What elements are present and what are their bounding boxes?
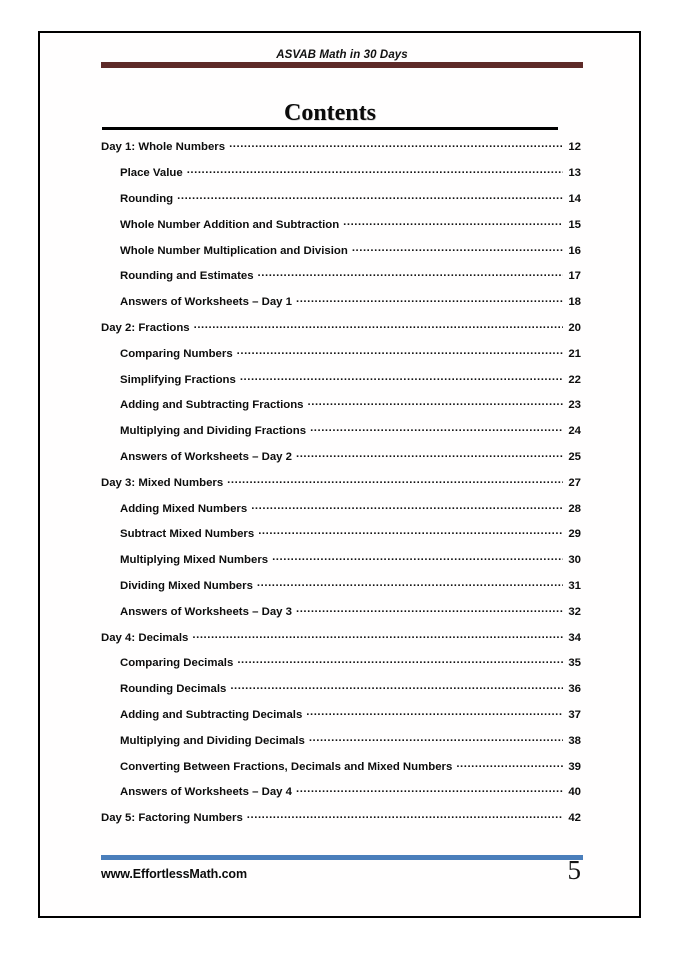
toc-entry[interactable] bbox=[101, 603, 581, 629]
toc-dot-leader bbox=[296, 294, 563, 305]
toc-entry[interactable] bbox=[101, 294, 581, 320]
toc-dot-leader bbox=[237, 655, 563, 666]
toc-dot-leader bbox=[258, 526, 563, 537]
toc-entry-page-number: 13 bbox=[568, 167, 581, 180]
toc-entry-label: Whole Number Multiplication and Division bbox=[120, 244, 348, 257]
toc-dot-leader bbox=[257, 578, 563, 589]
toc-entry-label: Adding and Subtracting Fractions bbox=[120, 399, 304, 412]
toc-entry-label: Subtract Mixed Numbers bbox=[120, 528, 255, 541]
toc-dot-leader bbox=[308, 397, 563, 408]
toc-dot-leader bbox=[352, 242, 563, 253]
table-of-contents bbox=[101, 139, 581, 836]
toc-entry-page-number: 37 bbox=[568, 708, 581, 721]
toc-entry[interactable] bbox=[101, 552, 581, 578]
toc-entry[interactable] bbox=[101, 707, 581, 733]
running-header: ASVAB Math in 30 Days bbox=[276, 49, 408, 61]
toc-entry-label: Rounding and Estimates bbox=[120, 270, 254, 283]
toc-entry-page-number: 14 bbox=[568, 192, 581, 205]
toc-entry-label: Rounding bbox=[120, 192, 174, 205]
toc-dot-leader bbox=[296, 603, 563, 614]
toc-entry[interactable] bbox=[101, 732, 581, 758]
toc-entry[interactable] bbox=[101, 216, 581, 242]
toc-entry[interactable] bbox=[101, 139, 581, 165]
toc-entry-label: Day 2: Fractions bbox=[101, 321, 190, 334]
toc-dot-leader bbox=[296, 784, 563, 795]
toc-entry-page-number: 17 bbox=[568, 270, 581, 283]
toc-dot-leader bbox=[258, 268, 563, 279]
title-underline-rule bbox=[102, 127, 558, 130]
toc-entry-label: Dividing Mixed Numbers bbox=[120, 579, 253, 592]
toc-entry-label: Place Value bbox=[120, 167, 183, 180]
toc-dot-leader bbox=[456, 758, 563, 769]
toc-entry-label: Whole Number Addition and Subtraction bbox=[120, 218, 340, 231]
toc-dot-leader bbox=[187, 165, 563, 176]
toc-entry[interactable] bbox=[101, 165, 581, 191]
toc-entry-label: Comparing Numbers bbox=[120, 347, 233, 360]
toc-dot-leader bbox=[272, 552, 563, 563]
toc-entry-label: Adding and Subtracting Decimals bbox=[120, 708, 303, 721]
toc-entry[interactable] bbox=[101, 681, 581, 707]
toc-entry-page-number: 27 bbox=[568, 476, 581, 489]
toc-entry-label: Multiplying and Dividing Fractions bbox=[120, 425, 307, 438]
toc-entry[interactable] bbox=[101, 629, 581, 655]
toc-dot-leader bbox=[343, 216, 563, 227]
toc-entry[interactable] bbox=[101, 320, 581, 346]
footer-website[interactable]: www.EffortlessMath.com bbox=[101, 867, 247, 881]
toc-entry-page-number: 32 bbox=[568, 605, 581, 618]
toc-dot-leader bbox=[192, 629, 563, 640]
toc-entry-page-number: 12 bbox=[568, 141, 581, 154]
toc-entry-page-number: 36 bbox=[568, 683, 581, 696]
toc-entry-label: Multiplying Mixed Numbers bbox=[120, 554, 269, 567]
toc-dot-leader bbox=[229, 139, 563, 150]
toc-entry-label: Day 1: Whole Numbers bbox=[101, 141, 226, 154]
toc-dot-leader bbox=[227, 474, 563, 485]
toc-dot-leader bbox=[251, 500, 563, 511]
toc-entry[interactable] bbox=[101, 578, 581, 604]
toc-entry[interactable] bbox=[101, 345, 581, 371]
toc-dot-leader bbox=[240, 371, 563, 382]
toc-entry-label: Day 4: Decimals bbox=[101, 631, 189, 644]
toc-entry-page-number: 23 bbox=[568, 399, 581, 412]
toc-entry[interactable] bbox=[101, 758, 581, 784]
footer-rule-blue bbox=[101, 855, 583, 860]
toc-entry-page-number: 42 bbox=[568, 812, 581, 825]
toc-entry-page-number: 35 bbox=[568, 657, 581, 670]
toc-entry[interactable] bbox=[101, 474, 581, 500]
header-rule-maroon bbox=[101, 62, 583, 68]
toc-entry-page-number: 24 bbox=[568, 425, 581, 438]
toc-dot-leader bbox=[310, 423, 563, 434]
toc-entry-label: Multiplying and Dividing Decimals bbox=[120, 734, 305, 747]
toc-dot-leader bbox=[237, 345, 563, 356]
toc-dot-leader bbox=[247, 810, 563, 821]
toc-entry-page-number: 39 bbox=[568, 760, 581, 773]
toc-entry-label: Answers of Worksheets – Day 1 bbox=[120, 296, 292, 309]
toc-entry[interactable] bbox=[101, 268, 581, 294]
toc-entry[interactable] bbox=[101, 423, 581, 449]
toc-entry-page-number: 25 bbox=[568, 450, 581, 463]
toc-entry-page-number: 21 bbox=[568, 347, 581, 360]
toc-entry-label: Day 5: Factoring Numbers bbox=[101, 812, 243, 825]
toc-entry-label: Day 3: Mixed Numbers bbox=[101, 476, 224, 489]
toc-entry[interactable] bbox=[101, 500, 581, 526]
toc-dot-leader bbox=[194, 320, 563, 331]
page-frame bbox=[38, 31, 641, 918]
toc-entry-label: Answers of Worksheets – Day 2 bbox=[120, 450, 292, 463]
footer-page-number: 5 bbox=[567, 855, 581, 885]
toc-dot-leader bbox=[230, 681, 563, 692]
page-title: Contents bbox=[283, 100, 376, 126]
toc-entry[interactable] bbox=[101, 371, 581, 397]
toc-entry-page-number: 38 bbox=[568, 734, 581, 747]
toc-entry-page-number: 15 bbox=[568, 218, 581, 231]
toc-entry-label: Simplifying Fractions bbox=[120, 373, 236, 386]
toc-entry-page-number: 22 bbox=[568, 373, 581, 386]
toc-entry-page-number: 31 bbox=[568, 579, 581, 592]
toc-dot-leader bbox=[309, 732, 563, 743]
toc-entry-page-number: 20 bbox=[568, 321, 581, 334]
toc-entry[interactable] bbox=[101, 397, 581, 423]
toc-entry-label: Converting Between Fractions, Decimals and Mixed Numbers bbox=[120, 760, 453, 773]
toc-entry-page-number: 30 bbox=[568, 554, 581, 567]
toc-entry[interactable] bbox=[101, 784, 581, 810]
toc-entry[interactable] bbox=[101, 526, 581, 552]
toc-entry[interactable] bbox=[101, 242, 581, 268]
toc-dot-leader bbox=[177, 191, 563, 202]
page-content-area bbox=[40, 33, 639, 916]
toc-entry-label: Adding Mixed Numbers bbox=[120, 502, 248, 515]
toc-entry[interactable] bbox=[101, 810, 581, 836]
toc-entry-label: Rounding Decimals bbox=[120, 683, 227, 696]
toc-entry-page-number: 34 bbox=[568, 631, 581, 644]
toc-entry[interactable] bbox=[101, 191, 581, 217]
toc-entry-page-number: 40 bbox=[568, 786, 581, 799]
toc-dot-leader bbox=[306, 707, 563, 718]
toc-entry-label: Answers of Worksheets – Day 4 bbox=[120, 786, 292, 799]
toc-entry-page-number: 18 bbox=[568, 296, 581, 309]
toc-entry[interactable] bbox=[101, 655, 581, 681]
toc-entry-page-number: 28 bbox=[568, 502, 581, 515]
toc-entry-page-number: 29 bbox=[568, 528, 581, 541]
toc-entry-page-number: 16 bbox=[568, 244, 581, 257]
toc-entry-label: Comparing Decimals bbox=[120, 657, 234, 670]
toc-entry[interactable] bbox=[101, 449, 581, 475]
toc-dot-leader bbox=[296, 449, 563, 460]
toc-entry-label: Answers of Worksheets – Day 3 bbox=[120, 605, 292, 618]
